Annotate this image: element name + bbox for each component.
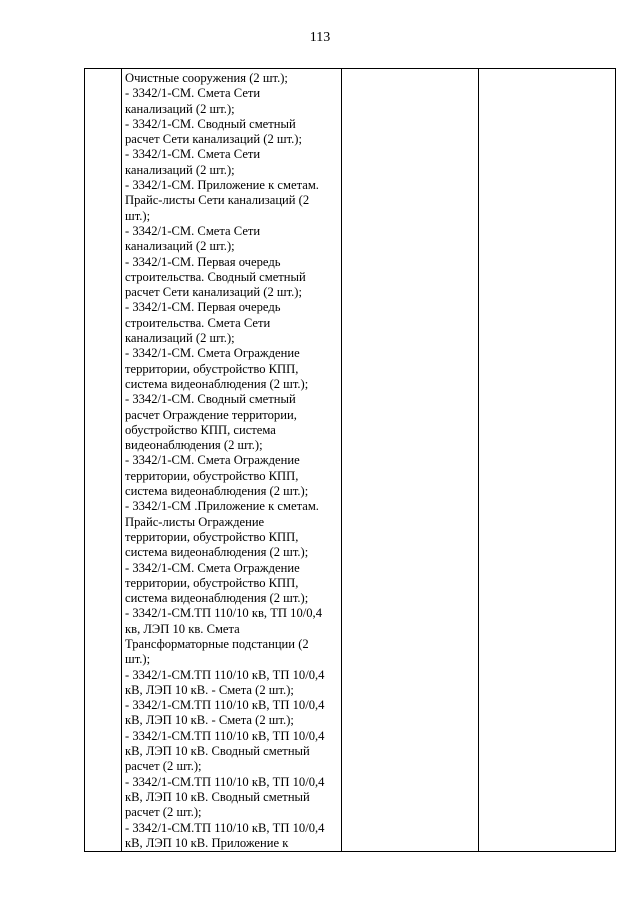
empty-cell-4 bbox=[479, 69, 616, 852]
description-line: расчет Сети канализаций (2 шт.); bbox=[125, 132, 302, 147]
description-line: система видеонаблюдения (2 шт.); bbox=[125, 545, 309, 560]
description-line: система видеонаблюдения (2 шт.); bbox=[125, 591, 309, 606]
description-line: - 3342/1-СМ. Сводный сметный bbox=[125, 116, 296, 131]
description-line: расчет (2 шт.); bbox=[125, 759, 202, 774]
description-line: - 3342/1-СМ. Смета Ограждение bbox=[125, 453, 300, 468]
description-line: - 3342/1-СМ. Смета Сети bbox=[125, 223, 261, 238]
description-line: территории, обустройство КПП, bbox=[125, 468, 299, 483]
description-line: Трансформаторные подстанции (2 bbox=[125, 636, 309, 651]
description-line: - 3342/1-СМ. Первая очередь bbox=[125, 254, 281, 269]
description-line: канализаций (2 шт.); bbox=[125, 331, 235, 346]
description-line: - 3342/1-СМ. Первая очередь bbox=[125, 300, 281, 315]
description-line: видеонаблюдения (2 шт.); bbox=[125, 438, 263, 453]
description-line: система видеонаблюдения (2 шт.); bbox=[125, 484, 309, 499]
description-line: - 3342/1-СМ.ТП 110/10 кВ, ТП 10/0,4 bbox=[125, 728, 325, 743]
description-line: кВ, ЛЭП 10 кВ. Сводный сметный bbox=[125, 789, 310, 804]
document-table bbox=[84, 68, 616, 852]
description-line: - 3342/1-СМ. Смета Сети bbox=[125, 147, 261, 162]
description-line: территории, обустройство КПП, bbox=[125, 529, 299, 544]
description-line: канализаций (2 шт.); bbox=[125, 162, 235, 177]
description-cell bbox=[122, 69, 342, 852]
description-line: кВ, ЛЭП 10 кВ. Сводный сметный bbox=[125, 744, 310, 759]
description-line: Прайс-листы Ограждение bbox=[125, 514, 265, 529]
description-line: система видеонаблюдения (2 шт.); bbox=[125, 376, 309, 391]
description-line: территории, обустройство КПП, bbox=[125, 361, 299, 376]
description-line: строительства. Смета Сети bbox=[125, 315, 271, 330]
description-line: обустройство КПП, система bbox=[125, 422, 276, 437]
description-line: кв, ЛЭП 10 кв. Смета bbox=[125, 621, 240, 636]
description-line: территории, обустройство КПП, bbox=[125, 575, 299, 590]
description-line: Прайс-листы Сети канализаций (2 bbox=[125, 193, 310, 208]
description-line: - 3342/1-СМ. Смета Ограждение bbox=[125, 560, 300, 575]
description-line: - 3342/1-СМ .Приложение к сметам. bbox=[125, 499, 319, 514]
page-number: 113 bbox=[309, 30, 331, 45]
description-line: кВ, ЛЭП 10 кВ. Приложение к bbox=[125, 835, 289, 850]
description-line: - 3342/1-СМ.ТП 110/10 кВ, ТП 10/0,4 bbox=[125, 774, 325, 789]
description-line: - 3342/1-СМ.ТП 110/10 кВ, ТП 10/0,4 bbox=[125, 820, 325, 835]
description-line: - 3342/1-СМ.ТП 110/10 кв, ТП 10/0,4 bbox=[125, 606, 322, 621]
description-line: строительства. Сводный сметный bbox=[125, 269, 306, 284]
empty-cell-3 bbox=[342, 69, 479, 852]
description-line: расчет (2 шт.); bbox=[125, 805, 202, 820]
description-lines bbox=[125, 71, 338, 851]
description-line: Очистные сооружения (2 шт.); bbox=[125, 71, 288, 85]
description-line: - 3342/1-СМ. Смета Сети bbox=[125, 86, 261, 101]
row-number-cell bbox=[85, 69, 122, 852]
description-line: - 3342/1-СМ.ТП 110/10 кВ, ТП 10/0,4 bbox=[125, 667, 325, 682]
description-line: кВ, ЛЭП 10 кВ. - Смета (2 шт.); bbox=[125, 713, 294, 728]
description-line: шт.); bbox=[125, 652, 151, 667]
description-line: - 3342/1-СМ. Приложение к сметам. bbox=[125, 178, 319, 193]
description-line: расчет Ограждение территории, bbox=[125, 407, 297, 422]
description-line: расчет Сети канализаций (2 шт.); bbox=[125, 285, 302, 300]
description-line: шт.); bbox=[125, 208, 151, 223]
description-line: - 3342/1-СМ.ТП 110/10 кВ, ТП 10/0,4 bbox=[125, 698, 325, 713]
description-line: - 3342/1-СМ. Смета Ограждение bbox=[125, 346, 300, 361]
description-line: - 3342/1-СМ. Сводный сметный bbox=[125, 392, 296, 407]
description-line: канализаций (2 шт.); bbox=[125, 239, 235, 254]
description-line: канализаций (2 шт.); bbox=[125, 101, 235, 116]
table-row bbox=[85, 69, 616, 852]
description-line: кВ, ЛЭП 10 кВ. - Смета (2 шт.); bbox=[125, 682, 294, 697]
